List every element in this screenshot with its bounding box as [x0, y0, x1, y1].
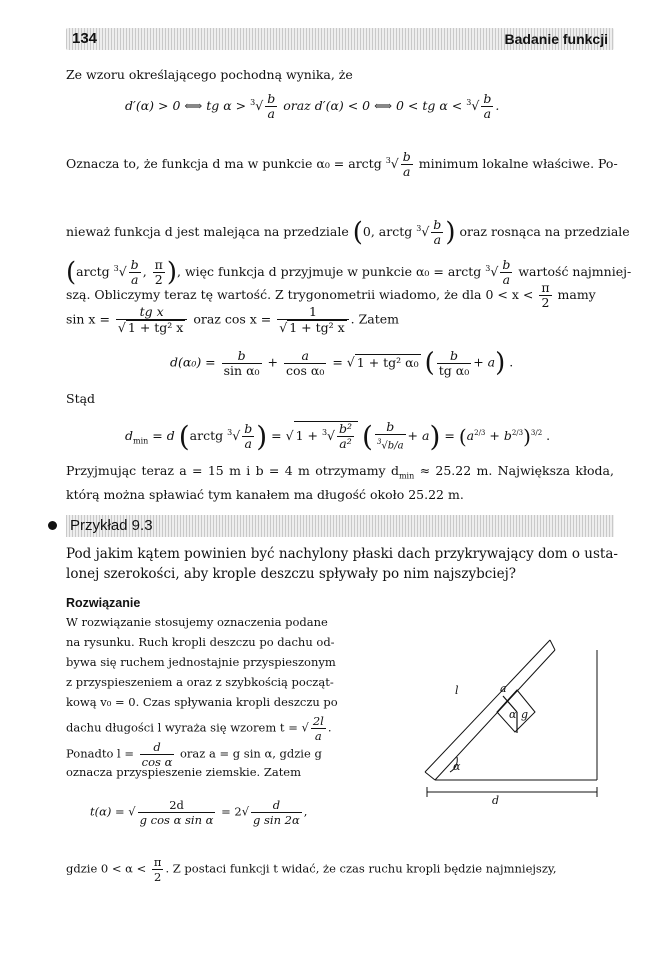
equation-d-alpha0: d(α₀) = $\frac{b}{\text{sin α₀}}$ + $\frac{a}{\text{cos α₀}}$ = √ 1 + tg² α₀ ( $\frac{b}{\text{tg α₀}}$ + a) .: [170, 347, 514, 378]
fraction-d-gsin: [251, 798, 302, 827]
p2b: minimum lokalne właściwe. Po-: [418, 156, 618, 171]
fraction-b-over-a: [431, 218, 443, 247]
s7a: Ponadto l =: [66, 746, 134, 761]
p4a: , więc funkcja d przyjmuje w punkcie α₀ = arctg: [177, 264, 482, 279]
frac-den: 2: [154, 870, 162, 884]
plus: +: [489, 428, 500, 444]
fraction-b-cbrt: $\frac{b}{^3√b/a}$: [376, 419, 404, 452]
label-alpha: α: [453, 760, 461, 773]
fraction-a-cos: [284, 349, 326, 378]
p6b: ≈ 25.22 m. Największa kłoda,: [419, 463, 614, 478]
dmin-sub: min: [398, 471, 415, 481]
root-index: 3: [485, 263, 491, 273]
frac-den: a: [267, 106, 275, 121]
root-index: 3: [385, 155, 391, 165]
p5a: szą. Obliczymy teraz tę wartość. Z trygonometrii wiadomo, że dla 0 < x <: [66, 287, 534, 302]
p5b: mamy: [557, 287, 596, 302]
root-index: 3: [376, 438, 382, 446]
s7b: oraz a = g sin α, gdzie g: [180, 746, 322, 761]
exp-23: 2/3: [511, 429, 524, 438]
plus: +: [267, 354, 278, 370]
frac-num: π: [541, 280, 550, 295]
question-line-1: Pod jakim kątem powinien być nachylony płaski dach przykrywający dom o usta-: [66, 546, 618, 562]
frac-num: 2d: [138, 798, 216, 813]
t-alpha: t(α) =: [90, 804, 125, 819]
frac-den: cos α₀: [285, 362, 325, 378]
frac-den: a: [244, 436, 252, 452]
frac-num: tg x: [116, 305, 187, 320]
eq2: = 2: [221, 804, 242, 819]
label-a: a: [500, 682, 507, 695]
example-label: Przykład 9.3: [70, 517, 153, 534]
sqrt-arg: 1 + tg² α₀: [356, 354, 419, 370]
arctg: arctg: [189, 428, 224, 444]
one-plus: 1 +: [295, 428, 318, 444]
root-index: 3: [466, 97, 472, 107]
root-index: 3: [227, 428, 233, 438]
frac-den: 2: [154, 272, 163, 287]
frac-den: a: [502, 272, 511, 287]
root-index: 3: [250, 97, 256, 107]
roof-edge-right: [550, 640, 555, 650]
frac-num: d: [251, 798, 302, 813]
sin-x: sin x =: [66, 311, 110, 327]
last-b: . Z postaci funkcji t widać, że czas ruchu kropli będzie najmniejszy,: [165, 861, 557, 876]
frac-num: b: [244, 421, 253, 437]
frac-den: a: [433, 232, 442, 247]
zatem: . Zatem: [350, 311, 399, 327]
fraction-b-tg: [437, 349, 471, 378]
equals: =: [332, 354, 343, 370]
root-index: 3: [416, 223, 422, 233]
frac-num: b: [402, 149, 411, 164]
text-line-6: [66, 305, 399, 335]
var-a: a: [466, 428, 475, 444]
fraction-2d: [138, 798, 216, 827]
s6: dachu długości l wyraża się wzorem t =: [66, 720, 298, 735]
roof-edge-left: [425, 772, 435, 780]
frac-den: a: [403, 164, 411, 179]
frac-num: b: [267, 91, 276, 106]
equation-derivative-sign: d′(α) > 0 ⟺ tg α > $^3$√ $\frac{b}{a}$ oraz d′(α) < 0 ⟺ 0 < tg α < $^3$√ $\frac{b}{a}$ .: [125, 91, 500, 121]
frac-num: b: [502, 257, 511, 272]
running-header: [66, 28, 614, 50]
question-line-2: lonej szerokości, aby krople deszczu spływały po nim najszybciej?: [66, 566, 517, 582]
label-l: l: [455, 684, 459, 697]
frac-den: 1 + tg² x: [289, 320, 345, 335]
solution-line-2: na rysunku. Ruch kropli deszczu po dachu od-: [66, 635, 335, 649]
solution-line-5: kową v₀ = 0. Czas spływania kropli deszczu po: [66, 695, 338, 709]
label-d: d: [492, 794, 500, 807]
fraction-pi-over-2: [152, 855, 164, 884]
frac-num: d: [140, 740, 175, 755]
equals: =: [444, 428, 455, 444]
frac-num: b: [483, 91, 492, 106]
fraction-b-over-a: [265, 92, 277, 121]
frac-num: b: [375, 420, 406, 435]
fraction-one: $\frac{1}{\text{√ 1 + tg² x}}$: [277, 305, 348, 335]
fraction-pi-over-2: [539, 281, 551, 310]
frac-num: 1: [277, 305, 348, 320]
text-stad: Stąd: [66, 391, 96, 406]
dmin: d: [125, 428, 134, 444]
text-line-1: Ze wzoru określającego pochodną wynika, że: [66, 67, 353, 82]
fraction-b-over-a: [242, 422, 254, 451]
fraction-b-over-a: [481, 92, 493, 121]
text-line-4: (arctg $^3$√ $\frac{b}{a}$ , $\frac{\pi}{2}$ ), więc funkcja d przyjmuje w punkcie α₀ = arctg $^3$√ $\frac{b}{a}$ wartość najmniej-: [66, 257, 632, 288]
fraction-b-over-a: [401, 150, 413, 179]
frac-num: b: [437, 349, 471, 364]
frac-num: π: [154, 257, 163, 272]
last-a: gdzie 0 < α <: [66, 861, 147, 876]
frac-den: sin α₀: [223, 362, 260, 378]
frac-den: a²: [339, 436, 352, 452]
oraz-cos: oraz cos x =: [193, 311, 272, 327]
frac-num: b: [130, 257, 139, 272]
plus-a: + a: [407, 428, 430, 444]
fraction-b2-a2: [337, 422, 354, 451]
frac-den: a: [483, 106, 492, 121]
solution-line-4: z przyspieszeniem a oraz z szybkością począt-: [66, 675, 334, 689]
frac-num: a: [284, 349, 326, 364]
equation-dmin: $d_{min} = d$ (arctg $^3$√ $\frac{b}{a}$ ) = √ 1 + $^3$√ $\frac{\text{b²}}{\text{a²}}$ ( $\frac{b}{^3√b/a}$ + $a) = (a^{2/3} + b^{2/3})^{3/2}$ .: [125, 419, 551, 454]
example-header: [66, 515, 614, 537]
eq1-mid: oraz d′(α) < 0 ⟺ 0 < tg α <: [283, 98, 463, 113]
frac-den: a: [130, 272, 139, 287]
frac-num: b: [433, 217, 442, 232]
text-line-2: Oznacza to, że funkcja d ma w punkcie α₀ = arctg $^3$√ $\frac{b}{a}$ minimum lokalne właściwe. Po-: [66, 149, 618, 179]
frac-num: 2l: [312, 714, 324, 728]
label-g: g: [521, 708, 529, 721]
p4b: wartość najmniej-: [518, 264, 632, 279]
frac-den: 1 + tg² x: [127, 320, 184, 335]
section-title: Badanie funkcji: [504, 31, 608, 47]
bullet-icon: [48, 521, 57, 530]
frac-den: tg α₀: [438, 362, 470, 378]
p3b: oraz rosnąca na przedziale: [459, 224, 630, 239]
frac-den-b: b: [387, 440, 395, 452]
solution-line-8: oznacza przyspieszenie ziemskie. Zatem: [66, 765, 302, 779]
d-alpha0: d(α₀) =: [170, 354, 216, 370]
page-number: 134: [72, 30, 98, 47]
plus-a: + a: [473, 354, 496, 370]
fraction-tgx: $\frac{\text{tg x}}{\text{√ 1 + tg² x}}$: [116, 305, 187, 335]
dmin-sub: min: [133, 436, 149, 446]
frac-num: π: [153, 855, 162, 869]
solution-line-6: dachu długości l wyraża się wzorem t = √ $\frac{2l}{a}$ .: [66, 714, 332, 743]
root-index: 3: [113, 263, 119, 273]
p3a: nieważ funkcja d jest malejąca na przedziale: [66, 224, 349, 239]
var-b: b: [503, 428, 512, 444]
comma: ,: [303, 804, 308, 819]
frac-den: cos α: [141, 755, 173, 769]
frac-num: b: [222, 349, 262, 364]
solution-line-1: W rozwiązanie stosujemy oznaczenia podane: [66, 615, 328, 629]
roof-diagram: [405, 632, 605, 812]
text-line-7: [66, 463, 614, 485]
fraction-b-sin: [222, 349, 262, 378]
solution-heading: Rozwiązanie: [66, 596, 141, 610]
interval-2: arctg: [76, 264, 110, 279]
frac-den: g cos α sin α: [139, 813, 214, 827]
frac-num: b²: [339, 421, 353, 437]
root-index: 3: [321, 428, 328, 438]
label-alpha-vector: α: [509, 708, 517, 721]
exp-23: 2/3: [474, 429, 486, 438]
frac-den: g sin 2α: [253, 813, 300, 827]
interval-1: 0, arctg: [362, 224, 413, 239]
eq1-left: d′(α) > 0 ⟺ tg α >: [125, 98, 247, 113]
fraction-2l-a: [311, 714, 326, 743]
text-line-8: którą można spławiać tym kanałem ma długość około 25.22 m.: [66, 487, 464, 502]
text-last-line: [66, 855, 557, 884]
equation-t-alpha: t(α) = √ $\frac{2d}{\text{g cos α sin α}}$ = 2√ $\frac{d}{\text{g sin 2α}}$ ,: [90, 798, 308, 827]
solution-line-3: bywa się ruchem jednostajnie przyspieszonym: [66, 655, 336, 669]
eq-d: = d: [152, 428, 175, 444]
frac-den: 2: [541, 295, 550, 310]
frac-den-a: a: [397, 440, 404, 452]
frac-den: a: [314, 729, 322, 743]
text-line-3: nieważ funkcja d jest malejąca na przedziale (0, arctg $^3$√ $\frac{b}{a}$ ) oraz rosnąca na przedziale: [66, 217, 630, 248]
p2a: Oznacza to, że funkcja d ma w punkcie α₀ = arctg: [66, 156, 382, 171]
p6: Przyjmując teraz a = 15 m i b = 4 m otrzymamy d: [66, 463, 399, 478]
roof-edge-lower: [425, 640, 550, 772]
exp-32: 3/2: [530, 429, 543, 438]
equals: =: [271, 428, 282, 444]
